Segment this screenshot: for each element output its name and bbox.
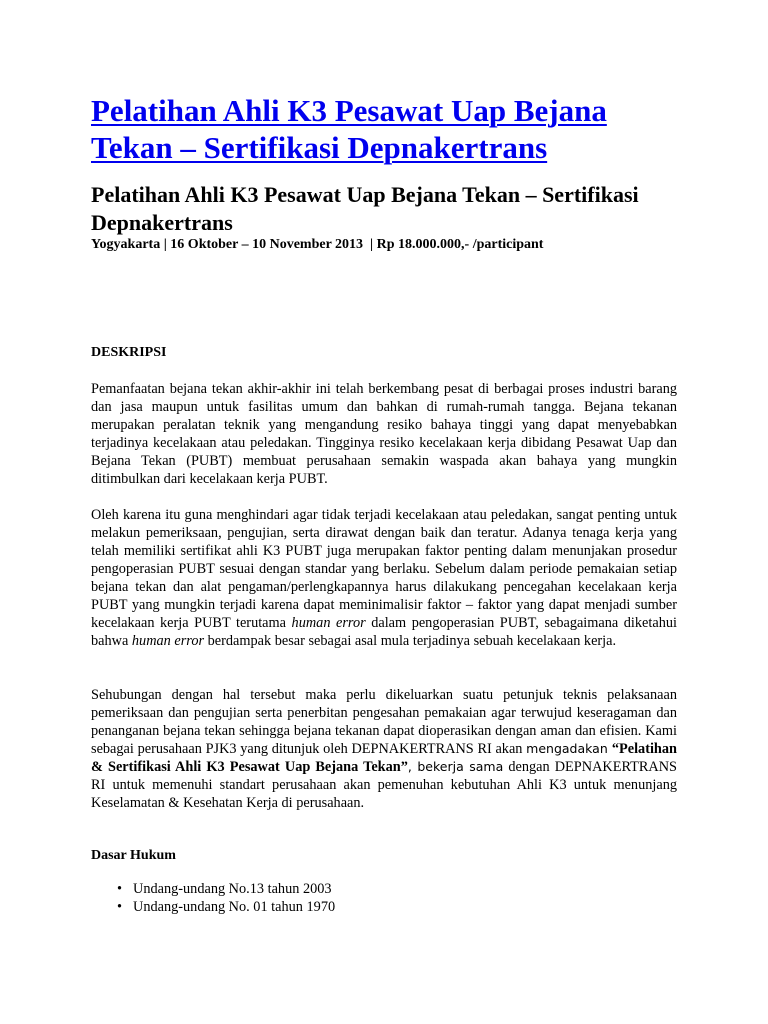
training-name: “Pelatihan & Sertifikasi Ahli K3 Pesawat Uap Bejana Tekan”	[91, 741, 677, 775]
human-error-emphasis: human error	[291, 615, 366, 631]
subtitle: Pelatihan Ahli K3 Pesawat Uap Bejana Tekan – Sertifikasi Depnakertrans	[91, 182, 639, 235]
paragraph-2	[91, 506, 677, 650]
paragraph-3-sans-a: mengadakan	[526, 741, 612, 756]
bullet-icon: •	[117, 881, 123, 897]
list-item	[91, 898, 335, 916]
paragraph-3-text-b: dengan DEPNAKERTRANS RI untuk memenuhi standart perusahaan akan pemenuhan kebutuhan Ahli K3 untuk menunjang Keselamatan & Kesehatan Kerja di perusahaan.	[91, 759, 677, 811]
dasar-hukum-list	[91, 880, 335, 916]
paragraph-2-text-c: berdampak besar sebagai asal mula terjadinya sebuah kecelakaan kerja.	[204, 633, 617, 649]
dasar-hukum-heading: Dasar Hukum	[91, 848, 176, 863]
paragraph-2-text-b: dalam pengoperasian PUBT, sebagaimana diketahui bahwa	[91, 615, 677, 649]
bullet-icon: •	[117, 899, 123, 915]
paragraph-3	[91, 686, 677, 812]
list-item-text: Undang-undang No. 01 tahun 1970	[133, 899, 336, 915]
list-item	[91, 880, 335, 898]
event-meta: Yogyakarta | 16 Oktober – 10 November 2013 | Rp 18.000.000,- /participant	[91, 237, 544, 252]
paragraph-2-text-a: Oleh karena itu guna menghindari agar tidak terjadi kecelakaan atau peledakan, sangat penting untuk melakun pemeriksaan, pengujian, serta dirawat dengan baik dan teratur. Adanya tenaga kerja yang telah memiliki sertifikat ahli K3 PUBT juga merupakan faktor penting dalam menunjakan prosedur pengoperasian PUBT sesuai dengan standar yang berlaku. Sebelum dalam periode pemakaian setiap bejana tekan dan alat pengaman/perlengkapannya harus dilakukang pencegahan kecelakaan kerja PUBT yang mungkin terjadi karena dapat meminimalisir faktor – faktor yang dapat menjadi sumber kecelakaan kerja PUBT terutama	[91, 507, 677, 631]
deskripsi-heading: DESKRIPSI	[91, 345, 167, 360]
title-link[interactable]: Pelatihan Ahli K3 Pesawat Uap Bejana Tekan – Sertifikasi Depnakertrans	[91, 93, 607, 165]
paragraph-1: Pemanfaatan bejana tekan akhir-akhir ini telah berkembang pesat di berbagai proses industri barang dan jasa maupun untuk fasilitas umum dan bahkan di rumah-rumah tangga. Bejana tekanan merupakan peralatan teknik yang mengandung resiko bahaya tinggi yang dapat menyebabkan terjadinya kecelakaan atau peledakan. Tingginya resiko kecelakaan kerja dibidang Pesawat Uap dan Bejana Tekan (PUBT) membuat perusahaan semakin waspada akan bahaya yang mungkin ditimbulkan dari kecelakaan kerja PUBT.	[91, 381, 677, 487]
paragraph-3-text-a: Sehubungan dengan hal tersebut maka perlu dikeluarkan suatu petunjuk teknis pelaksanaan pemeriksaan dan pengujian serta penerbitan pengesahan pemakaian agar terwujud keseragaman dan penanganan bejana tekan sehingga bejana tekanan dapat dioperasikan dengan aman dan efisien. Kami sebagai perusahaan PJK3 yang ditunjuk oleh DEPNAKERTRANS RI akan	[91, 687, 677, 757]
human-error-emphasis: human error	[131, 633, 205, 649]
list-item-text: Undang-undang No.13 tahun 2003	[133, 881, 332, 897]
paragraph-3-sans-b: , bekerja sama	[407, 759, 504, 774]
page-title	[91, 92, 691, 166]
